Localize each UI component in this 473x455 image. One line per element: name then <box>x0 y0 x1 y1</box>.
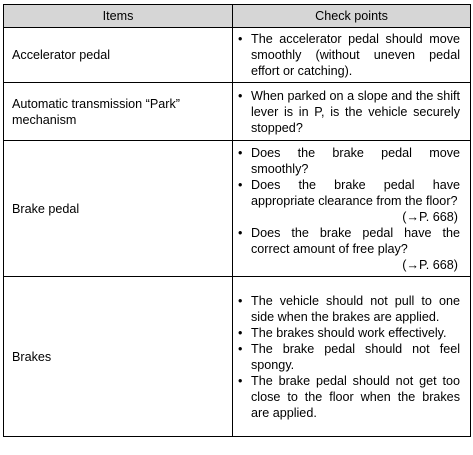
check-point <box>237 225 460 273</box>
bullet-icon: • <box>238 177 243 192</box>
check-point <box>237 373 460 421</box>
item-cell: Brakes <box>4 277 233 437</box>
check-point <box>237 88 460 136</box>
check-point-text: The brake pedal should not feel spongy. <box>251 341 460 372</box>
item-cell: Automatic transmission “Park” mechanism <box>4 83 233 141</box>
bullet-icon: • <box>238 88 243 103</box>
header-check-points: Check points <box>233 5 471 28</box>
check-point-text: The brakes should work effectively. <box>251 325 447 340</box>
check-points-cell <box>233 28 471 83</box>
bullet-icon: • <box>238 341 243 356</box>
bullet-icon: • <box>238 145 243 160</box>
page-reference: (→P. 668) <box>402 257 458 272</box>
check-point-text: Does the brake pedal move smoothly? <box>251 145 460 176</box>
check-point <box>237 145 460 177</box>
check-point-text: The accelerator pedal should move smoothly (without uneven pedal effort or catching). <box>251 32 460 78</box>
check-point <box>237 177 460 225</box>
check-point-text: Does the brake pedal have appropriate clearance from the floor? <box>251 177 460 208</box>
header-row <box>4 5 471 28</box>
check-points-table <box>3 4 471 437</box>
bullet-icon: • <box>238 373 243 388</box>
bullet-icon: • <box>238 325 243 340</box>
check-point-text: When parked on a slope and the shift lever is in P, is the vehicle securely stopped? <box>251 88 460 135</box>
item-cell: Accelerator pedal <box>4 28 233 83</box>
table-row <box>4 277 471 437</box>
table-row <box>4 141 471 277</box>
bullet-icon: • <box>238 293 243 308</box>
table-row <box>4 28 471 83</box>
table-row <box>4 83 471 141</box>
bullet-icon: • <box>238 225 243 240</box>
check-table-container <box>3 4 470 437</box>
check-point-text: The brake pedal should not get too close to the floor when the brakes are applied. <box>251 373 460 420</box>
check-point <box>237 293 460 325</box>
bullet-icon: • <box>238 32 243 46</box>
header-items: Items <box>4 5 233 28</box>
check-points-cell <box>233 141 471 277</box>
check-point <box>237 31 460 79</box>
check-point <box>237 341 460 373</box>
check-points-cell <box>233 277 471 437</box>
page-reference: (→P. 668) <box>402 209 458 224</box>
item-cell: Brake pedal <box>4 141 233 277</box>
check-point-text: Does the brake pedal have the correct amount of free play? <box>251 225 460 256</box>
check-point-text: The vehicle should not pull to one side when the brakes are applied. <box>251 293 460 324</box>
check-point <box>237 325 460 341</box>
check-points-cell <box>233 83 471 141</box>
